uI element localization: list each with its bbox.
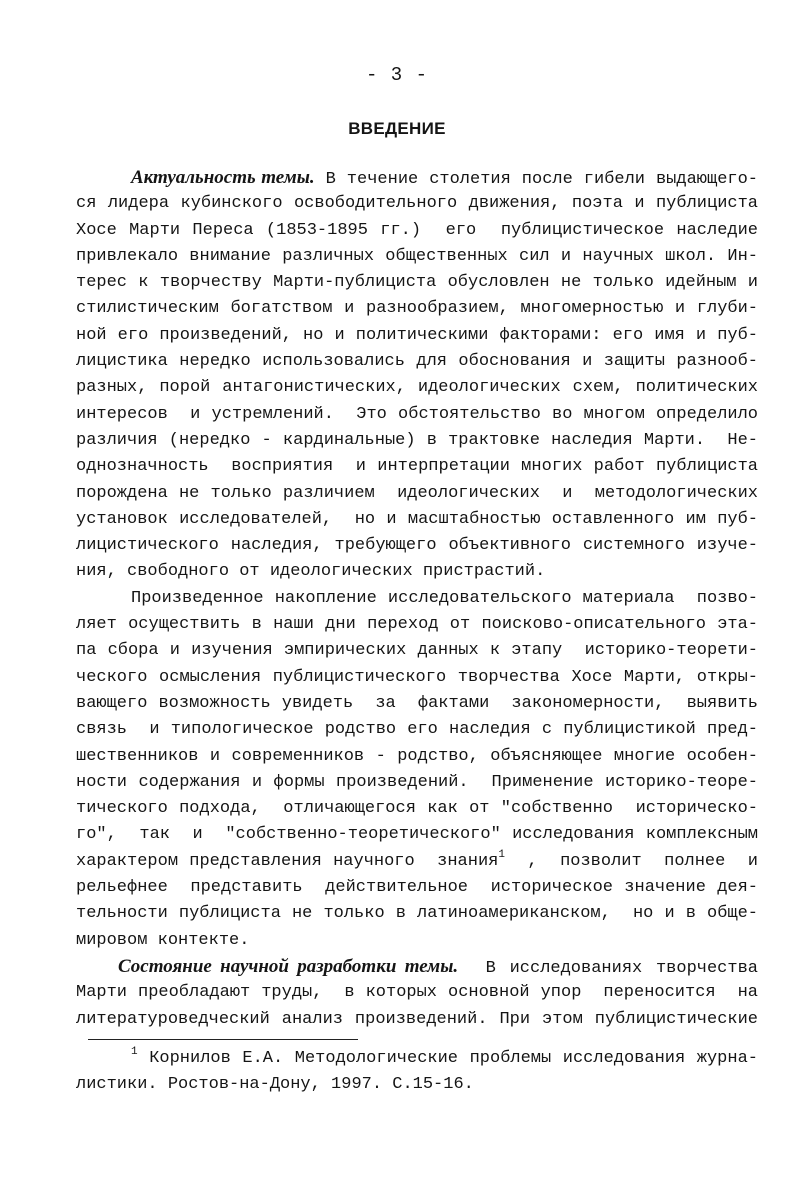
text-line: тельности публициста не только в латиноамериканском, но и в обще- <box>76 904 758 924</box>
text-line: ния, свободного от идеологических пристрастий. <box>76 562 546 582</box>
text-line: порождена не только различием идеологических и методологических <box>76 483 758 503</box>
text-fragment: В течение столетия после гибели выдающего- <box>314 170 758 189</box>
text-line: тического подхода, отличающегося как от "собственно историческо- <box>76 799 758 819</box>
text-line: Марти преобладают труды, в которых основной упор переносится на <box>76 983 758 1003</box>
text-line: привлекало внимание различных общественных сил и научных школ. Ин- <box>76 246 758 266</box>
footnote-line: листики. Ростов-на-Дону, 1997. С.15-16. <box>76 1075 474 1095</box>
text-line <box>76 849 758 875</box>
text-line: связь и типологическое родство его наследия с публицистикой пред- <box>76 720 758 740</box>
text-line: интересов и устремлений. Это обстоятельство во многом определило <box>76 404 758 424</box>
text-line: мировом контекте. <box>76 930 250 950</box>
text-line: шественников и современников - родство, объясняющее многие особен- <box>76 746 758 766</box>
footnote-divider <box>88 1039 358 1040</box>
text-line: ной его произведений, но и политическими факторами: его имя и пуб- <box>76 325 758 345</box>
section-title: Актуальность темы. <box>131 167 315 188</box>
text-line: различия (нередко - кардинальные) в трактовке наследия Марти. Не- <box>76 430 758 450</box>
text-line: го", так и "собственно-теоретического" исследования комплексным <box>76 825 758 845</box>
text-line: па сбора и изучения эмпирических данных к этапу историко-теорети- <box>76 641 758 661</box>
text-line: терес к творчеству Марти-публициста обусловлен не только идейным и <box>76 273 758 293</box>
text-line: установок исследователей, но и масштабностью оставленного им пуб- <box>76 509 758 529</box>
text-line: однозначность восприятия и интерпретации многих работ публициста <box>76 457 758 477</box>
body-text <box>76 165 758 1033</box>
text-fragment: характером представления научного знания <box>76 851 499 871</box>
text-line: разных, порой антагонистических, идеологических схем, политических <box>76 378 758 398</box>
text-line: ляет осуществить в наши дни переход от поисково-описательного эта- <box>76 615 758 635</box>
text-line: ся лидера кубинского освободительного движения, поэта и публициста <box>76 194 758 214</box>
text-line: Хосе Марти Переса (1853-1895 гг.) его публицистическое наследие <box>76 220 758 240</box>
text-line: Произведенное накопление исследовательского материала позво- <box>131 588 758 608</box>
text-line: лицистического наследия, требующего объективного системного изуче- <box>76 536 758 556</box>
footnote-text: Корнилов Е.А. Методологические проблемы исследования журна- <box>137 1049 758 1068</box>
footnote-marker: 1 <box>131 1046 138 1058</box>
text-line: лицистика нередко использовались для обоснования и защиты разнооб- <box>76 352 758 372</box>
text-line: вающего возможность увидеть за фактами закономерности, выявить <box>76 693 758 713</box>
text-fragment: , позволит полнее и <box>504 851 758 871</box>
text-fragment: В исследованиях творчества <box>458 958 758 978</box>
text-line <box>76 954 758 980</box>
text-line: рельефнее представить действительное историческое значение дея- <box>76 878 758 898</box>
section-title: Состояние научной разработки темы. <box>118 955 459 977</box>
text-line: литературоведческий анализ произведений. При этом публицистические <box>76 1009 758 1029</box>
text-line <box>76 165 758 191</box>
text-line: стилистическим богатством и разнообразием, многомерностью и глуби- <box>76 299 758 319</box>
text-line: ческого осмысления публицистического творчества Хосе Марти, откры- <box>76 667 758 687</box>
text-line: ности содержания и формы произведений. Применение историко-теоре- <box>76 772 758 792</box>
page-number: - 3 - <box>365 64 428 86</box>
footnote-line <box>76 1046 758 1072</box>
footnote-reference[interactable]: 1 <box>498 848 505 861</box>
section-heading: ВВЕДЕНИЕ <box>348 119 446 138</box>
footnote <box>76 1046 758 1099</box>
